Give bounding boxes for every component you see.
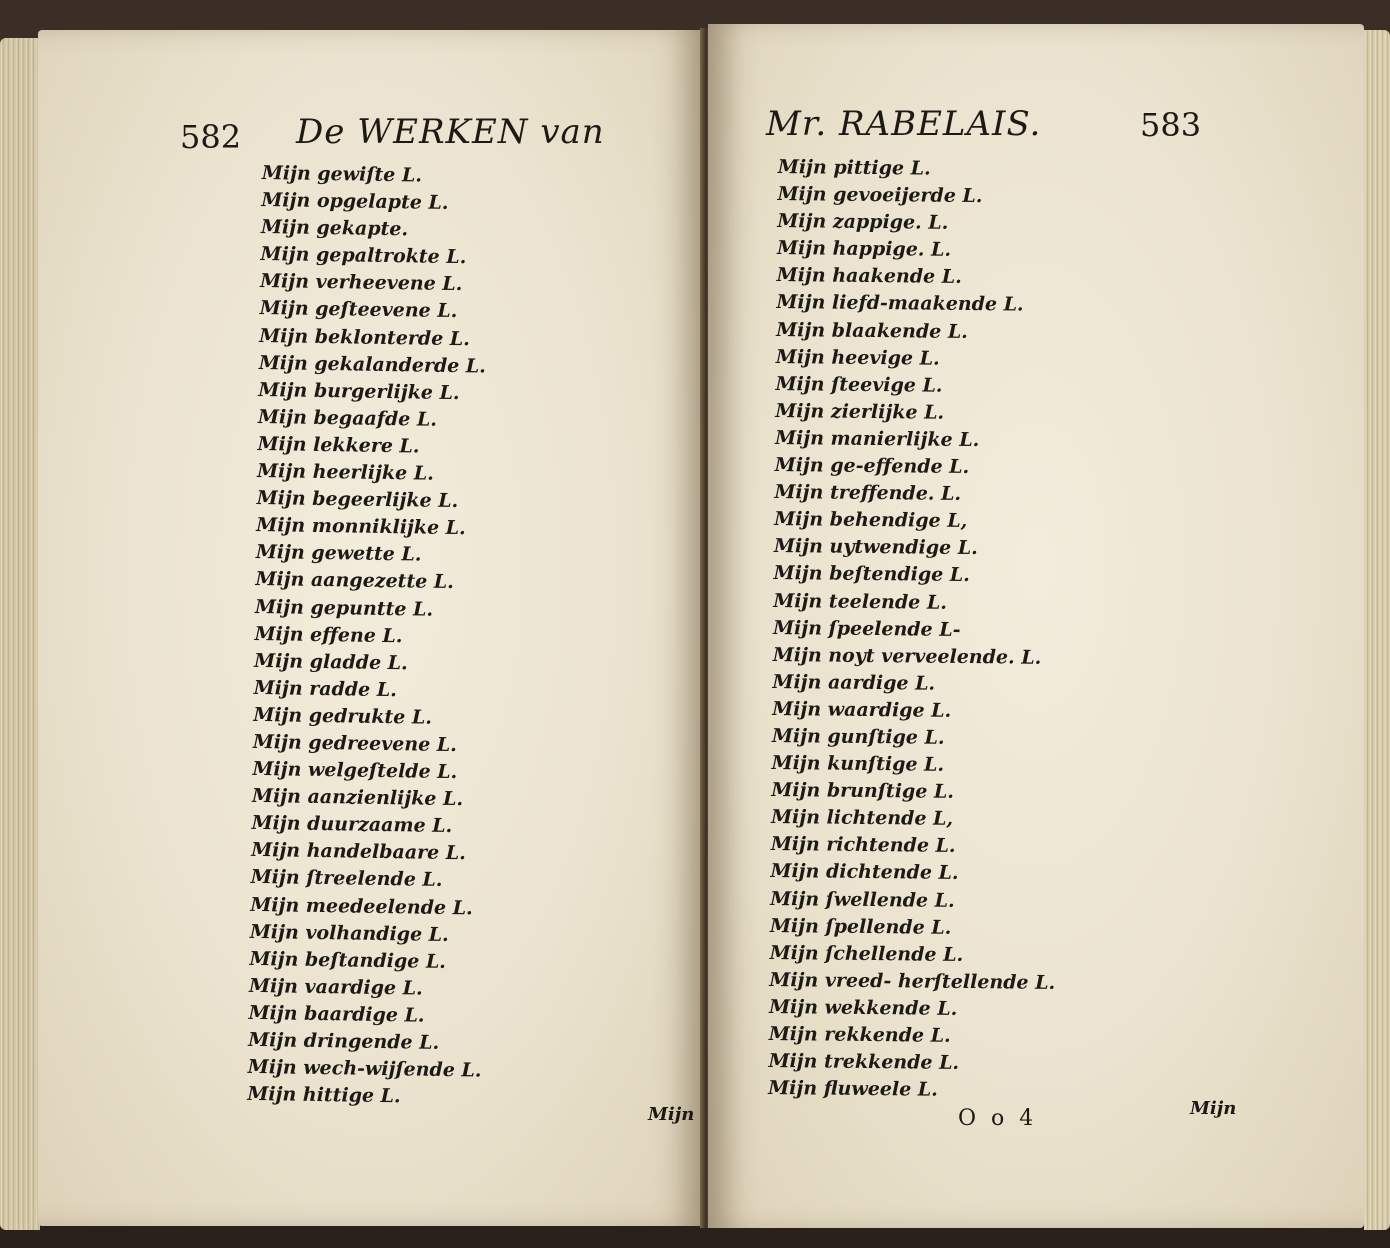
list-item: Mijn aangezette L.	[255, 568, 455, 594]
list-item: Mijn begeerlijke L.	[256, 487, 459, 513]
list-item: Mijn hittige L.	[247, 1083, 401, 1108]
list-item: Mijn gewiſte L.	[261, 161, 423, 187]
list-item: Mijn gekalanderde L.	[258, 351, 487, 378]
list-item: Mijn begaafde L.	[257, 405, 438, 431]
page-edges-right	[1364, 30, 1390, 1230]
list-item: Mijn duurzaame L.	[251, 812, 453, 838]
list-item: Mijn radde L.	[253, 676, 397, 701]
right-page	[708, 24, 1364, 1228]
list-item: Mijn lichtende L,	[770, 806, 954, 831]
list-item: Mijn kunſtige L.	[771, 752, 945, 776]
list-item: Mijn gepaltrokte L.	[260, 243, 467, 269]
list-item: Mijn gedreevene L.	[252, 730, 458, 757]
list-item: Mijn heevige L.	[775, 345, 940, 370]
list-item: Mijn fluweele L.	[768, 1077, 938, 1101]
catchword: Mijn	[1190, 1098, 1237, 1119]
list-item: Mijn zappige. L.	[777, 210, 949, 234]
list-item: Mijn meedeelende L.	[250, 893, 473, 919]
list-item: Mijn dichtende L.	[770, 860, 959, 885]
list-item: Mijn ge-effende L.	[774, 454, 970, 479]
list-item: Mijn noyt verveelende. L.	[772, 643, 1042, 669]
list-item: Mijn aardige L.	[772, 670, 936, 695]
list-item: Mijn baardige L.	[248, 1001, 425, 1027]
list-item: Mijn geſteevene L.	[259, 297, 458, 323]
list-item: Mijn dringende L.	[248, 1028, 440, 1054]
list-item: Mijn aanzienlijke L.	[251, 785, 464, 811]
list-item: Mijn heerlijke L.	[256, 459, 434, 485]
list-item: Mijn teelende L.	[773, 589, 948, 614]
page-number: 583	[1140, 106, 1202, 144]
running-head: Mr. RABELAIS.	[766, 104, 1042, 144]
list-item: Mijn handelbaare L.	[250, 839, 466, 865]
list-item: Mijn happige. L.	[776, 237, 952, 262]
list-item: Mijn rekkende L.	[768, 1022, 951, 1047]
list-item: Mijn brunſtige L.	[771, 779, 955, 804]
list-item: Mijn ſwellende L.	[770, 887, 955, 912]
list-item: Mijn opgelapte L.	[261, 189, 449, 215]
list-item: Mijn beſtendige L.	[773, 562, 970, 587]
list-item: Mijn gekapte.	[260, 216, 409, 241]
catchword: Mijn	[648, 1104, 695, 1125]
list-item: Mijn ſtreelende L.	[250, 866, 443, 892]
list-item: Mijn ſchellende L.	[769, 941, 964, 966]
entry-list	[247, 160, 496, 1112]
list-item: Mijn waardige L.	[772, 697, 952, 722]
list-item: Mijn behendige L,	[774, 508, 968, 533]
list-item: Mijn uytwendige L.	[773, 535, 978, 560]
list-item: Mijn trekkende L.	[768, 1050, 960, 1075]
page-number: 582	[180, 118, 242, 156]
list-item: Mijn welgeſtelde L.	[252, 757, 458, 784]
list-item: Mijn pittige L.	[777, 155, 931, 180]
list-item: Mijn wekkende L.	[768, 995, 958, 1020]
running-head: De WERKEN van	[296, 112, 605, 152]
list-item: Mijn ſpeelende L-	[772, 616, 961, 641]
list-item: Mijn verheevene L.	[259, 270, 463, 296]
list-item: Mijn gepuntte L.	[254, 595, 434, 621]
list-item: Mijn blaakende L.	[776, 318, 968, 343]
signature-mark: O o 4	[958, 1106, 1038, 1131]
list-item: Mijn burgerlijke L.	[258, 378, 460, 404]
list-item: Mijn richtende L.	[770, 833, 956, 858]
page-edges-left	[0, 38, 40, 1230]
list-item: Mijn liefd-maakende L.	[776, 291, 1024, 317]
list-item: Mijn treffende. L.	[774, 481, 962, 506]
list-item: Mijn vreed- herſtellende L.	[769, 968, 1056, 994]
list-item: Mijn monniklijke L.	[256, 514, 466, 540]
left-page	[38, 30, 704, 1226]
list-item: Mijn effene L.	[254, 622, 403, 647]
list-item: Mijn gladde L.	[253, 649, 408, 675]
list-item: Mijn beſtandige L.	[249, 947, 447, 973]
list-item: Mijn gevoeijerde L.	[777, 183, 983, 208]
list-item: Mijn gunſtige L.	[771, 724, 945, 749]
list-item: Mijn ſteevige L.	[775, 372, 943, 397]
list-item: Mijn wech-wijſende L.	[247, 1055, 482, 1082]
list-item: Mijn manierlijke L.	[774, 426, 980, 452]
list-item: Mijn gedrukte L.	[253, 703, 433, 729]
list-item: Mijn vaardige L.	[248, 974, 423, 1000]
list-item: Mijn gewette L.	[255, 541, 422, 566]
list-item: Mijn volhandige L.	[249, 920, 449, 946]
list-item: Mijn haakende L.	[776, 264, 962, 289]
list-item: Mijn beklonterde L.	[259, 324, 471, 350]
entry-list	[768, 154, 1064, 1105]
list-item: Mijn ſpellende L.	[769, 914, 952, 939]
list-item: Mijn zierlijke L.	[775, 399, 945, 424]
list-item: Mijn lekkere L.	[257, 432, 420, 458]
